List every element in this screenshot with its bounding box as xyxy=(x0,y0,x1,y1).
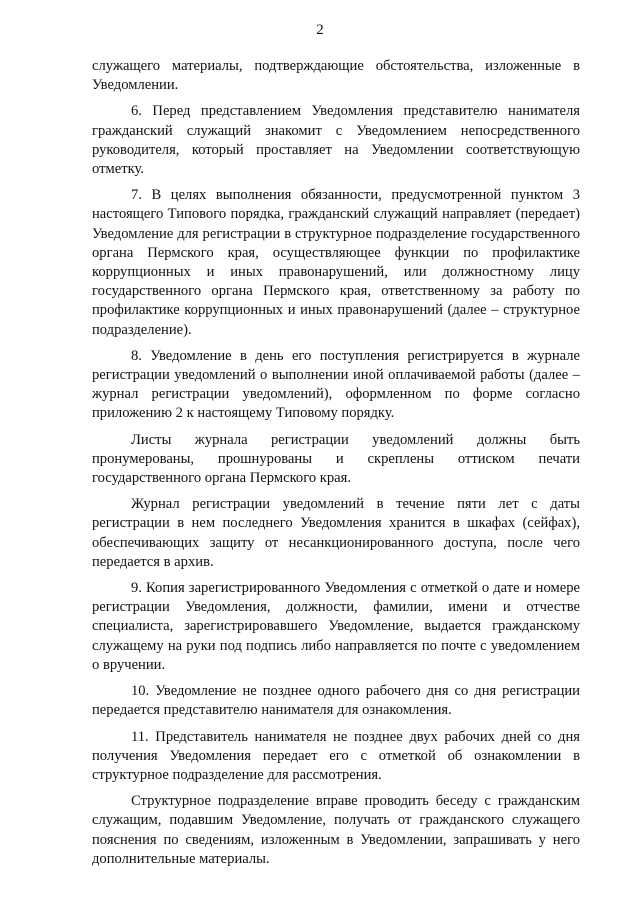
paragraph-item-8: 8. Уведомление в день его поступления регистрируется в журнале регистрации уведомлений о выполнении иной оплачиваемой работы (далее – журнал регистрации уведомлений), оформленном по форме согласно приложению 2 к настоящему Типовому порядку. xyxy=(92,347,580,422)
paragraph-continuation: служащего материалы, подтверждающие обстоятельства, изложенные в Уведомлении. xyxy=(92,58,580,94)
paragraph-item-10: 10. Уведомление не позднее одного рабочего дня со дня регистрации передается представителю нанимателя для ознакомления. xyxy=(92,683,580,719)
paragraph-item-7: 7. В целях выполнения обязанности, предусмотренной пунктом 3 настоящего Типового порядка, гражданский служащий направляет (передает) Уведомление для регистрации в структурное подразделение государственного органа Пермского края, осуществляющее функции по профилактике коррупционных и иных правонарушений, или должностному лицу государственного органа Пермского края, ответственному за работу по профилактике коррупционных и иных правонарушений (далее – структурное подразделение). xyxy=(92,187,580,338)
paragraph-journal-storage: Журнал регистрации уведомлений в течение пяти лет с даты регистрации в нем последнего Уведомления хранится в шкафах (сейфах), обеспечивающих защиту от несанкционированного доступа, после чего передается в архив. xyxy=(92,496,580,570)
paragraph-item-11: 11. Представитель нанимателя не позднее двух рабочих дней со дня получения Уведомления передает его с отметкой об ознакомлении в структурное подразделение для рассмотрения. xyxy=(92,728,580,783)
page-number: 2 xyxy=(316,22,324,38)
paragraph-structural-unit-rights: Структурное подразделение вправе проводить беседу с гражданским служащим, подавшим Уведомление, получать от гражданского служащего пояснения по сведениям, изложенным в Уведомлении, запрашивать у него дополнительные материалы. xyxy=(92,793,580,867)
paragraph-item-9: 9. Копия зарегистрированного Уведомления с отметкой о дате и номере регистрации Уведомления, должности, фамилии, имени и отчестве специалиста, зарегистрировавшего Уведомление, выдается гражданскому служащему на руки под подпись либо направляется по почте с уведомлением о вручении. xyxy=(92,580,580,673)
paragraph-journal-sheets: Листы журнала регистрации уведомлений должны быть пронумерованы, прошнурованы и скреплены оттиском печати государственного органа Пермского края. xyxy=(92,431,580,487)
document-body xyxy=(92,57,580,876)
paragraph-item-6: 6. Перед представлением Уведомления представителю нанимателя гражданский служащий знакомит с Уведомлением непосредственного руководителя, который проставляет на Уведомлении соответствующую отметку. xyxy=(92,103,580,178)
